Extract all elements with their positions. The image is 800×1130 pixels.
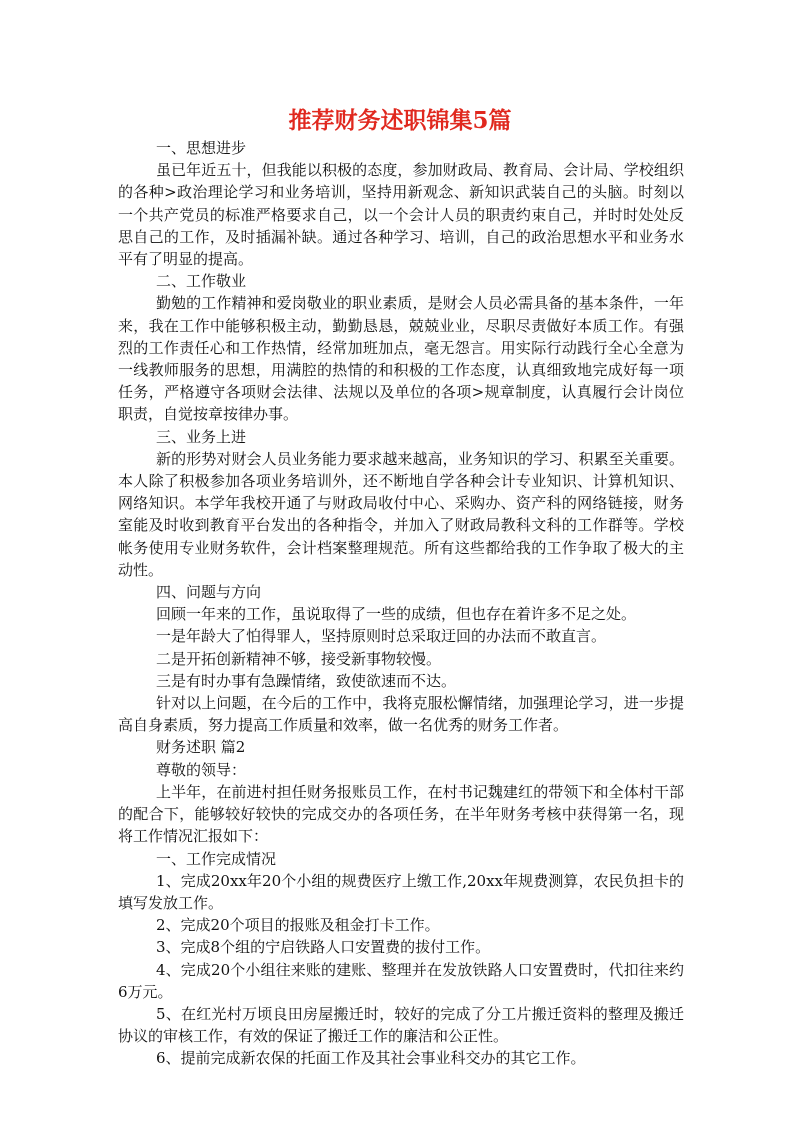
paragraph: 针对以上问题，在今后的工作中，我将克服松懈情绪，加强理论学习，进一步提高自身素质，努力提高工作质量和效率，做一名优秀的财务工作者。: [118, 694, 684, 735]
paragraph: 一是年龄大了怕得罪人，坚持原则时总采取迂回的办法而不敢直言。: [156, 627, 607, 646]
document-body: [118, 137, 684, 1070]
paragraph: 5、在红光村万顷良田房屋搬迁时，较好的完成了分工片搬迁资料的整理及搬迁协议的审核工作，有效的保证了搬迁工作的廉洁和公正性。: [118, 1004, 684, 1046]
paragraph: 尊敬的领导：: [156, 760, 247, 779]
paragraph: 1、完成20xx年20个小组的规费医疗上缴工作,20xx年规费测算，农民负担卡的填写发放工作。: [118, 871, 684, 912]
paragraph: 新的形势对财会人员业务能力要求越来越高，业务知识的学习、积累至关重要。本人除了积极参加各项业务培训外，还不断地自学各种会计专业知识、计算机知识、网络知识。本学年我校开通了与财政局收付中心、采购办、资产科的网络链接，财务室能及时收到教育平台发出的各种指令，并加入了财政局教科文科的工作群等。学校帐务使用专业财务软件，会计档案整理规范。所有这些都给我的工作争取了极大的主动性。: [118, 449, 684, 579]
paragraph: 勤勉的工作精神和爱岗敬业的职业素质，是财会人员必需具备的基本条件，一年来，我在工作中能够积极主动，勤勤恳恳，兢兢业业，尽职尽责做好本质工作。有强烈的工作责任心和工作热情，经常加班加点，毫无怨言。用实际行动践行全心全意为一线教师服务的思想，用满腔的热情的和积极的工作态度，认真细致地完成好每一项任务，严格遵守各项财会法律、法规以及单位的各项>规章制度，认真履行会计岗位职责，自觉按章按律办事。: [118, 294, 684, 424]
paragraph: 回顾一年来的工作，虽说取得了一些的成绩，但也存在着许多不足之处。: [156, 605, 637, 624]
paragraph: 财务述职 篇2: [156, 738, 246, 757]
paragraph: 三是有时办事有急躁情绪，致使欲速而不达。: [156, 671, 457, 690]
paragraph: 6、提前完成新农保的托面工作及其社会事业科交办的其它工作。: [156, 1049, 586, 1068]
paragraph: 上半年，在前进村担任财务报账员工作，在村书记魏建红的带领下和全体村干部的配合下，能够较好较快的完成交办的各项任务，在半年财务考核中获得第一名，现将工作情况汇报如下：: [118, 782, 684, 846]
paragraph: 一、思想进步: [156, 139, 247, 157]
paragraph: 一、工作完成情况: [156, 849, 277, 868]
paragraph: 4、完成20个小组往来账的建账、整理并在发放铁路人口安置费时，代扣往来约6万元。: [118, 960, 684, 1001]
paragraph: 2、完成20个项目的报账及租金打卡工作。: [156, 916, 440, 935]
paragraph: 二是开拓创新精神不够，接受新事物较慢。: [156, 649, 442, 668]
paragraph: 四、问题与方向: [156, 583, 262, 602]
document-title: 推荐财务述职锦集5篇: [288, 107, 512, 134]
paragraph: 3、完成8个组的宁启铁路人口安置费的拔付工作。: [156, 938, 491, 957]
paragraph: 虽已年近五十，但我能以积极的态度，参加财政局、教育局、会计局、学校组织的各种>政治理论学习和业务培训，坚持用新观念、新知识武装自己的头脑。时刻以一个共产党员的标准严格要求自己，以一个会计人员的职责约束自己，并时时处处反思自己的工作，及时插漏补缺。通过各种学习、培训，自己的政治思想水平和业务水平有了明显的提高。: [118, 161, 684, 269]
paragraph: 三、业务上进: [156, 427, 247, 446]
paragraph: 二、工作敬业: [156, 272, 247, 291]
